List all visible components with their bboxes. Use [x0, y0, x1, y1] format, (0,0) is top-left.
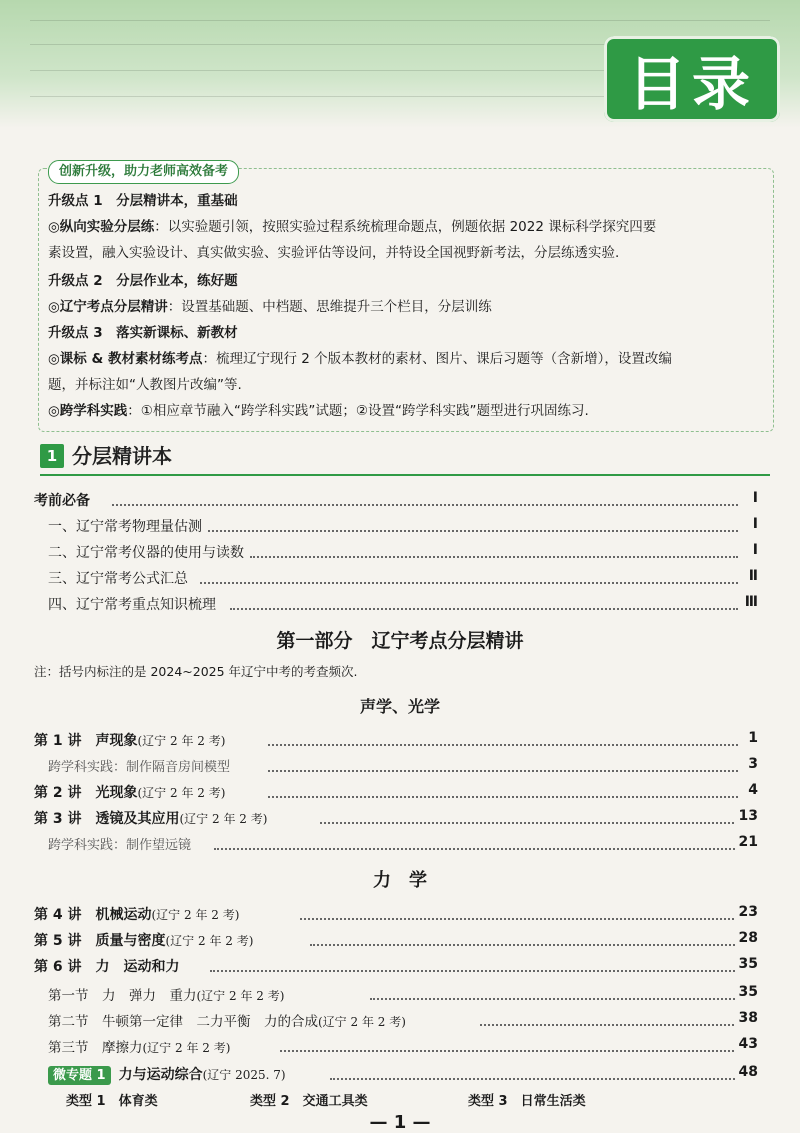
toc-row-prep-2[interactable]: 二、辽宁常考仪器的使用与读数 Ⅰ — [0, 542, 800, 564]
toc-row-practice-2[interactable]: 跨学科实践：制作望远镜 21 — [0, 834, 800, 856]
promo-tag: 创新升级，助力老师高效备考 — [48, 160, 239, 184]
mechanics-heading: 力 学 — [373, 870, 427, 891]
toc-row-lecture-2[interactable]: 第 2 讲 光现象(辽宁 2 年 2 考) 4 — [0, 782, 800, 804]
upgrade-point-1-text-2: 素设置，融入实验设计、真实做实验、实验评估等设问，并特设全国视野新考法，分层练透实验. — [48, 245, 620, 261]
section-title: 分层精讲本 — [72, 444, 172, 468]
toc-row-prep-3[interactable]: 三、辽宁常考公式汇总 Ⅱ — [0, 568, 800, 590]
page-number: — 1 — — [369, 1112, 431, 1133]
section-divider — [40, 474, 770, 476]
upgrade-point-1-title: 升级点 1 分层精讲本，重基础 — [48, 193, 238, 209]
toc-row-prep-1[interactable]: 一、辽宁常考物理量估测 Ⅰ — [0, 516, 800, 538]
toc-row-section-1[interactable]: 第一节 力 弹力 重力(辽宁 2 年 2 考) 35 — [0, 984, 800, 1006]
upgrade-point-1-text: ◎纵向实验分层练：以实验题引领，按照实验过程系统梳理命题点，例题依据 2022 课标科学探究四要 — [48, 219, 657, 235]
toc-row-lecture-6[interactable]: 第 6 讲 力 运动和力 35 — [0, 956, 800, 978]
part-1-heading: 第一部分 辽宁考点分层精讲 — [276, 630, 524, 652]
toc-row-practice-1[interactable]: 跨学科实践：制作隔音房间模型 3 — [0, 756, 800, 778]
upgrade-point-2-text: ◎辽宁考点分层精讲：设置基础题、中档题、思维提升三个栏目，分层训练 — [48, 299, 492, 315]
page-title: 目录 — [627, 50, 756, 118]
toc-row-lecture-5[interactable]: 第 5 讲 质量与密度(辽宁 2 年 2 考) 28 — [0, 930, 800, 952]
upgrade-point-3-title: 升级点 3 落实新课标、新教材 — [48, 325, 238, 341]
upgrade-point-3-text: ◎课标 & 教材素材练考点：梳理辽宁现行 2 个版本教材的素材、图片、课后习题等（含新增），设置改编 — [48, 351, 672, 367]
type-2: 类型 2 交通工具类 — [250, 1094, 368, 1109]
special-topic-badge: 微专题 1 — [48, 1066, 111, 1085]
upgrade-point-3-text-2: 题，并标注如“人教图片改编”等. — [48, 377, 242, 393]
toc-title-box — [604, 36, 780, 122]
toc-row-prep[interactable]: 考前必备 Ⅰ — [0, 490, 800, 512]
toc-row-lecture-3[interactable]: 第 3 讲 透镜及其应用(辽宁 2 年 2 考) 13 — [0, 808, 800, 830]
acoustics-optics-heading: 声学、光学 — [359, 697, 440, 716]
upgrade-point-2-title: 升级点 2 分层作业本，练好题 — [48, 273, 238, 289]
type-1: 类型 1 体育类 — [66, 1094, 158, 1109]
toc-row-section-2[interactable]: 第二节 牛顿第一定律 二力平衡 力的合成(辽宁 2 年 2 考) 38 — [0, 1010, 800, 1032]
toc-row-lecture-1[interactable]: 第 1 讲 声现象(辽宁 2 年 2 考) 1 — [0, 730, 800, 752]
toc-row-prep-4[interactable]: 四、辽宁常考重点知识梳理 Ⅲ — [0, 594, 800, 616]
upgrade-point-4-text: ◎跨学科实践：①相应章节融入“跨学科实践”试题；②设置“跨学科实践”题型进行巩固练习. — [48, 403, 589, 419]
frequency-note: 注：括号内标注的是 2024~2025 年辽宁中考的考查频次. — [34, 664, 358, 679]
toc-row-special-topic-1[interactable]: 微专题 1 力与运动综合(辽宁 2025. 7) 48 — [0, 1064, 800, 1086]
section-badge: 1 — [40, 444, 64, 468]
toc-row-lecture-4[interactable]: 第 4 讲 机械运动(辽宁 2 年 2 考) 23 — [0, 904, 800, 926]
type-3: 类型 3 日常生活类 — [468, 1094, 586, 1109]
toc-row-section-3[interactable]: 第三节 摩擦力(辽宁 2 年 2 考) 43 — [0, 1036, 800, 1058]
